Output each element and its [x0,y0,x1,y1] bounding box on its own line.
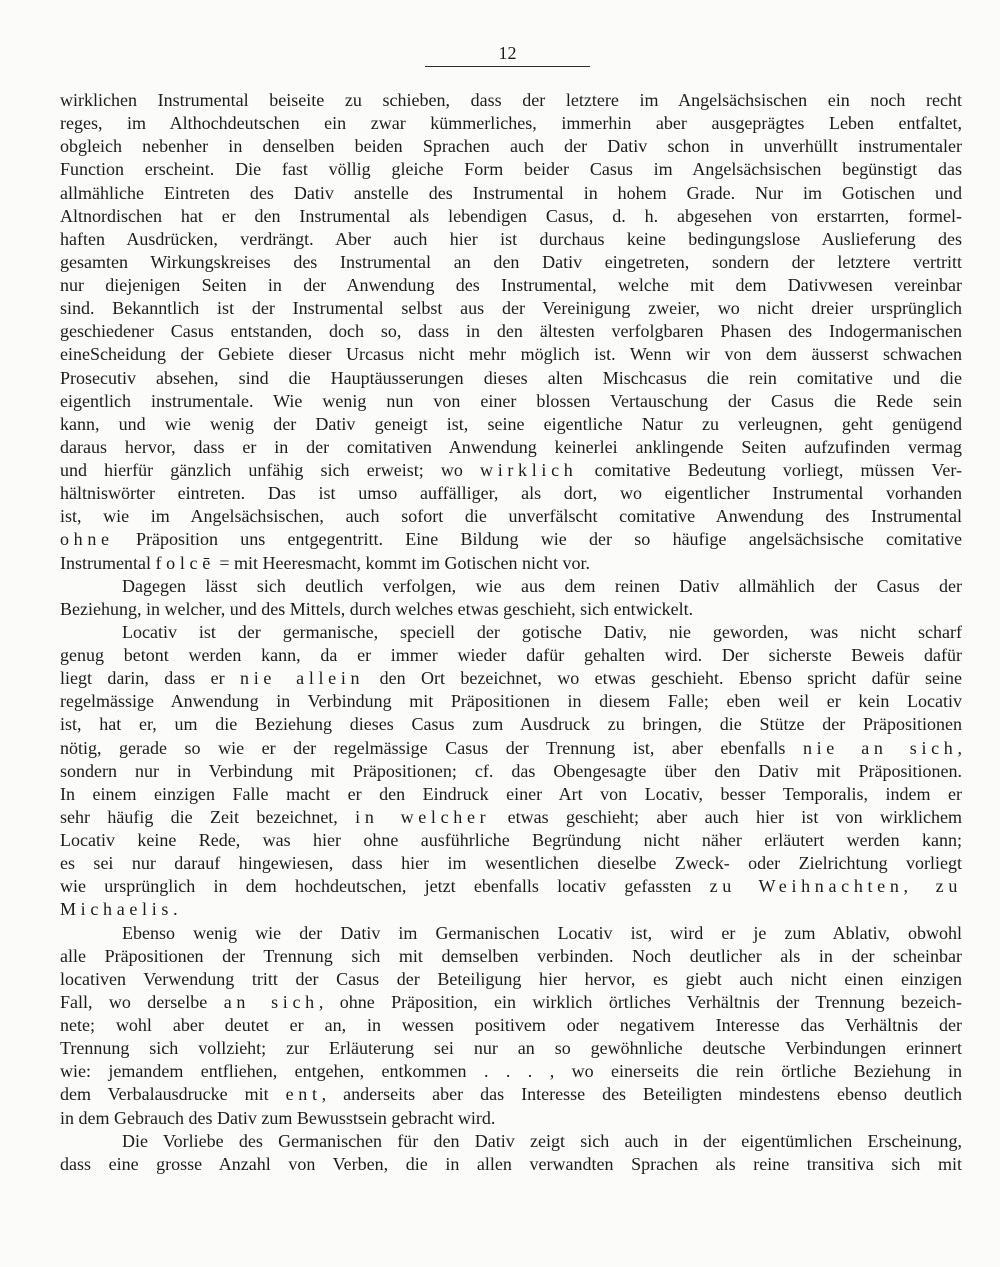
paragraph [60,922,962,1130]
text-line [60,898,962,921]
text-line: wirklichen Instrumental beiseite zu schieben, dass der letztere im Angelsächsischen ein noch recht [60,90,962,110]
text-line: Trennung sich vollzieht; zur Erläuterung sei nur an so gewöhnliche deutsche Verbindungen erinnert [60,1038,962,1059]
text-run: dem Verbalausdrucke mit [60,1084,286,1105]
text-line: Altnordischen hat er den Instrumental als lebendigen Casus, d. h. abgesehen von erstarrten, formel- [60,205,962,226]
text-line: ist, hat er, um die Beziehung dieses Casus zum Ausdruck zu bringen, die Stütze der Präpositionen [60,714,962,735]
text-line: daraus hervor, dass er in der comitativen Anwendung keinerlei anklingende Seiten aufzufinden vermag [60,436,962,457]
text-line: In einem einzigen Falle macht er den Eindruck einer Art von Locativ, besser Temporalis, indem er [60,783,962,804]
text-line: Ebenso wenig wie der Dativ im Germanischen Locativ ist, wird er je zum Ablativ, obwohl [122,922,962,943]
spaced-emphasis: ohne [60,529,114,550]
text-line: alle Präpositionen der Trennung sich mit demselben verbinden. Noch deutlicher als in der scheinbar [60,945,962,966]
text-line: eineScheidung der Gebiete dieser Urcasus nicht mehr möglich ist. Wenn wir von dem äusserst schwachen [60,344,962,365]
text-line: Prosecutiv absehen, sind die Hauptäusserungen dieses alten Mischcasus die rein comitative und die [60,367,962,388]
text-line: allmähliche Eintreten des Dativ anstelle des Instrumental in hohem Grade. Nur im Gotischen und [60,182,962,203]
text-run: Präposition uns entgegentritt. Eine Bildung wie der so häufige angelsächsische comitative [113,529,962,550]
spaced-emphasis: nie allein [240,668,365,689]
text-run: nötig, gerade so wie er der regelmässige Casus der Trennung ist, aber ebenfalls [60,737,803,758]
text-line: sondern nur in Verbindung mit Präpositionen; cf. das Obengesagte über den Dativ mit Präpositionen. [60,760,962,781]
body-text [60,89,962,1176]
text-run: , [957,737,962,758]
text-run: sehr häufig die Zeit bezeichnet, [60,806,356,827]
text-line [60,806,962,829]
spaced-emphasis: an sich [223,991,319,1012]
text-line: Locativ ist der germanische, speciell der gotische Dativ, nie geworden, was nicht scharf [122,621,962,642]
spaced-emphasis: nie an sich [802,737,958,758]
text-line [60,1083,962,1106]
text-line [60,459,962,482]
text-line: gesamten Wirkungskreises des Instrumental an den Dativ eingetreten, sondern der letztere vertritt [60,251,962,272]
text-run: comitative Bedeutung vorliegt, müssen Ver- [577,460,962,480]
text-line: wie: jemandem entfliehen, entgehen, entkommen . . . , wo einerseits die rein örtliche Beziehung in [60,1061,962,1082]
text-line [60,991,962,1014]
spaced-emphasis: wirklich [480,460,578,480]
text-line: reges, im Althochdeutschen ein zwar kümmerliches, immerhin aber ausgeprägtes Leben entfaltet, [60,113,962,134]
text-line: Die Vorliebe des Germanischen für den Dativ zeigt sich auch in der eigentümlichen Erscheinung, [122,1130,962,1151]
page-number: 12 [425,40,590,67]
text-line: ist, wie im Angelsächsischen, auch sofort die unverfälscht comitative Anwendung des Instrumental [60,506,962,527]
text-run: den Ort bezeichnet, wo etwas geschieht. Ebenso spricht dafür seine [364,668,962,689]
text-line: genug betont werden kann, da er immer wieder dafür gehalten wird. Der sicherste Beweis dafür [60,645,962,665]
text-line [60,552,962,575]
text-line [60,528,962,551]
text-run: liegt darin, dass er [60,668,241,689]
text-line: regelmässige Anwendung in Verbindung mit Präpositionen in diesem Falle; eben weil er kein Locativ [60,691,962,712]
text-line [60,667,962,690]
text-line: Dagegen lässt sich deutlich verfolgen, wie aus dem reinen Dativ allmählich der Casus der [122,575,962,596]
text-run: und hierfür gänzlich unfähig sich erweist; wo [60,460,481,480]
paragraph [60,1130,962,1176]
spaced-emphasis: Michaelis. [60,899,183,920]
paragraph [60,89,962,575]
text-line: Locativ keine Rede, was hier ohne ausführliche Begründung nicht näher erläutert werden kann; [60,830,962,850]
text-line: kann, und wie wenig der Dativ geneigt ist, seine eigentliche Natur zu verleugnen, geht genügend [60,413,962,434]
text-line: es sei nur darauf hingewiesen, dass hier im wesentlichen dieselbe Zweck- oder Zielrichtung vorliegt [60,853,962,874]
text-line: nete; wohl aber deutet er an, in wessen positivem oder negativem Interesse das Verhältnis der [60,1015,962,1035]
text-line: dass eine grosse Anzahl von Verben, die in allen verwandten Sprachen als reine transitiva sich mit [60,1153,962,1174]
text-line: haften Ausdrücken, verdrängt. Aber auch hier ist durchaus keine bedingungslose Auslieferung des [60,228,962,249]
text-line: in dem Gebrauch des Dativ zum Bewusstsein gebracht wird. [60,1107,496,1128]
text-line: eigentlich instrumentale. Wie wenig nun von einer blossen Vertauschung der Casus die Rede sein [60,390,962,411]
text-run: , anderseits aber das Interesse des Beteiligten mindestens ebenso deutlich [321,1084,962,1105]
text-line: Function erscheint. Die fast völlig gleiche Form beider Casus im Angelsächsischen begünstigt das [60,159,962,180]
text-line: obgleich nebenher in denselben beiden Sprachen auch der Dativ schon in unverhüllt instrumentaler [60,136,962,157]
spaced-emphasis: ent [285,1084,322,1105]
text-line: locativen Verwendung tritt der Casus der Beteiligung hier hervor, es giebt auch nicht einen einzigen [60,968,962,989]
text-line: hältniswörter eintreten. Das ist umso auffälliger, als dort, wo eigentlicher Instrumental vorhanden [60,483,962,504]
text-run: wie ursprünglich in dem hochdeutschen, jetzt ebenfalls locativ gefassten [60,876,710,897]
spaced-emphasis: zu Weihnachten, zu [709,876,962,897]
text-run: etwas geschieht; aber auch hier ist von wirklichem [490,806,962,827]
text-line: nur diejenigen Seiten in der Anwendung des Instrumental, welche mit dem Dativwesen vereinbar [60,275,962,295]
spaced-emphasis: folcē [155,552,215,573]
text-run: = mit Heeresmacht, kommt im Gotischen nicht vor. [214,552,590,573]
paragraph [60,575,962,621]
text-line: geschiedener Casus entstanden, doch so, dass in den ältesten verfolgbaren Phasen des Indogermanischen [60,321,962,342]
text-line [60,875,962,898]
text-run: Fall, wo derselbe [60,991,224,1012]
text-line [60,737,962,760]
text-run: , ohne Präposition, ein wirklich örtliches Verhältnis der Trennung bezeich- [318,991,962,1012]
text-line: sind. Bekanntlich ist der Instrumental selbst aus der Vereinigung zweier, wo nicht dreier ursprünglich [60,298,962,319]
text-line: Beziehung, in welcher, und des Mittels, durch welches etwas geschieht, sich entwickelt. [60,598,694,619]
spaced-emphasis: in welcher [355,806,491,827]
text-run: Instrumental [60,552,156,573]
paragraph [60,621,962,922]
